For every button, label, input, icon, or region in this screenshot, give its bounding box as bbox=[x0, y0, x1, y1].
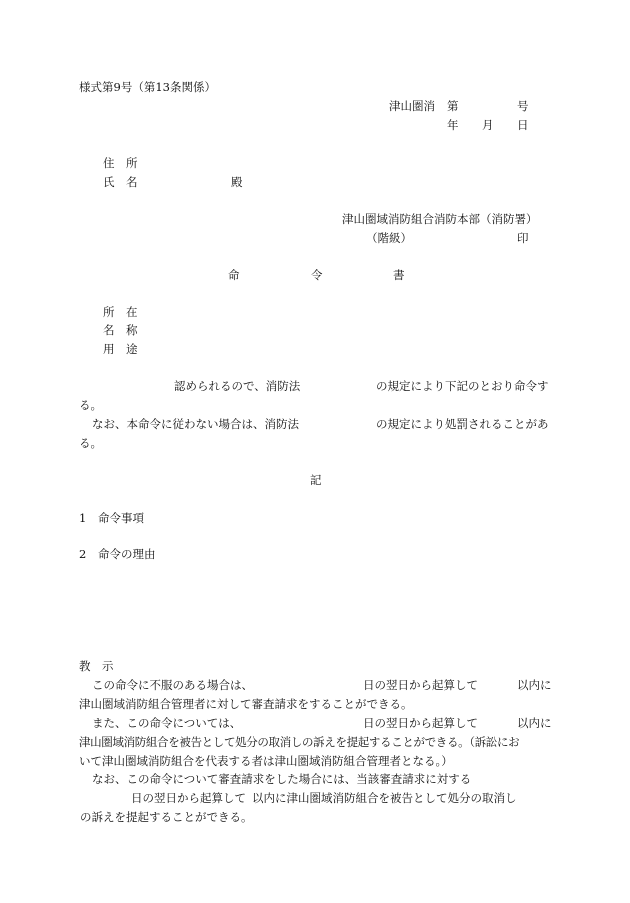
notice-line-7b: 以内に津山圏域消防組合を被告として処分の取消し bbox=[252, 791, 517, 805]
notice-line-7a: 日の翌日から起算して bbox=[131, 791, 246, 805]
body-p2-b: の規定により処罰されることがあ bbox=[376, 417, 549, 431]
doc-title-char-1: 命 bbox=[228, 268, 240, 282]
doc-title-char-2: 令 bbox=[311, 268, 323, 282]
notice-line-6: なお、この命令について審査請求をした場合には、当該審査請求に対する bbox=[92, 772, 472, 786]
date-day: 日 bbox=[517, 118, 529, 132]
item-2-number: 2 bbox=[79, 547, 87, 561]
name-label: 氏 名 bbox=[103, 175, 138, 189]
notice-line-8: の訴えを提起することができる。 bbox=[80, 810, 253, 824]
address-label: 住 所 bbox=[103, 156, 138, 170]
issuer-rank: （階級） bbox=[366, 231, 412, 245]
item-1-label: 命令事項 bbox=[98, 511, 144, 525]
notice-line-1c: 以内に bbox=[517, 678, 552, 692]
form-number: 様式第9号（第13条関係） bbox=[79, 80, 216, 94]
notice-line-4: 津山圏域消防組合を被告として処分の取消しの訴えを提起することができる。（訴訟にお bbox=[79, 735, 520, 749]
notice-line-2: 津山圏域消防組合管理者に対して審査請求をすることができる。 bbox=[79, 697, 413, 711]
date-year: 年 bbox=[447, 118, 459, 132]
notice-line-3b: 日の翌日から起算して bbox=[363, 716, 478, 730]
target-use-label: 用 途 bbox=[103, 342, 138, 356]
body-p1-a: 認められるので、消防法 bbox=[174, 379, 301, 393]
notice-heading: 教 示 bbox=[79, 659, 114, 673]
date-month: 月 bbox=[482, 118, 494, 132]
notice-line-3a: また、この命令については、 bbox=[92, 716, 242, 730]
issue-number-prefix: 津山圏消 bbox=[389, 99, 435, 113]
target-name-label: 名 称 bbox=[103, 323, 138, 337]
issuer-org: 津山圏域消防組合消防本部（消防署） bbox=[342, 212, 538, 226]
body-p2-a: なお、本命令に従わない場合は、消防法 bbox=[92, 417, 299, 431]
item-2-label: 命令の理由 bbox=[98, 547, 156, 561]
item-1-number: 1 bbox=[79, 511, 87, 525]
notice-line-5: いて津山圏域消防組合を代表する者は津山圏域消防組合管理者となる。） bbox=[79, 754, 453, 768]
body-p1-c: る。 bbox=[79, 398, 102, 412]
issue-number-dai: 第 bbox=[447, 99, 459, 113]
notice-line-1b: 日の翌日から起算して bbox=[363, 678, 478, 692]
seal-mark: 印 bbox=[517, 231, 529, 245]
honorific: 殿 bbox=[231, 175, 243, 189]
ki-heading: 記 bbox=[310, 473, 322, 487]
body-p2-c: る。 bbox=[79, 436, 102, 450]
target-location-label: 所 在 bbox=[103, 305, 138, 319]
issue-number-go: 号 bbox=[517, 99, 529, 113]
notice-line-1a: この命令に不服のある場合は、 bbox=[92, 678, 253, 692]
doc-title-char-3: 書 bbox=[393, 268, 405, 282]
notice-line-3c: 以内に bbox=[517, 716, 552, 730]
body-p1-b: の規定により下記のとおり命令す bbox=[376, 379, 549, 393]
